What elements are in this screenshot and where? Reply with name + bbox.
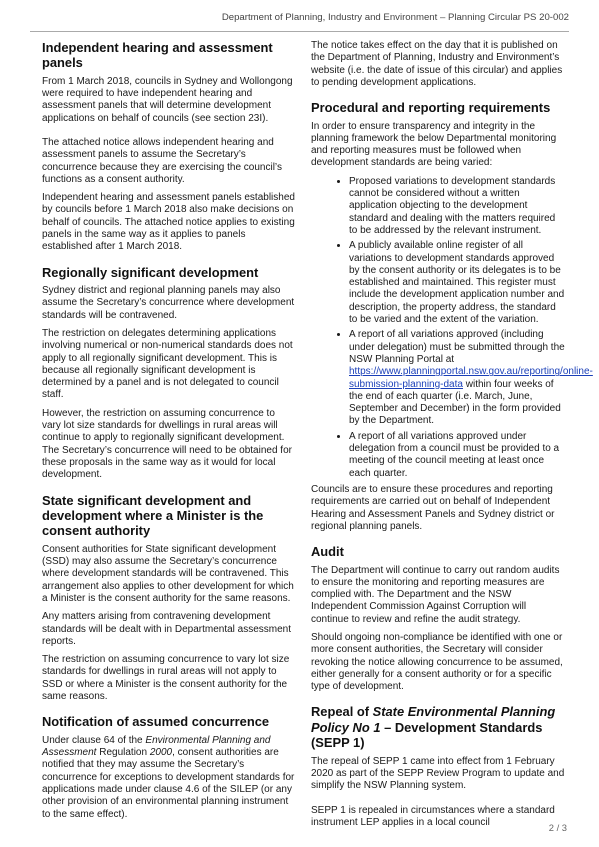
text-run: Under clause 64 of the (42, 734, 146, 746)
paragraph: Independent hearing and assessment panels established by councils before 1 March 2018 also make decisions on behalf of councils. The attached notice applies to existing panels in the same way as it applies to panels established after 1 March 2018. (42, 192, 295, 253)
text-run: , consent authorities are notified that they may assume the Secretary’s concurrence for exceptions to development standards for applications made under clause 4.6 of the SILEP (or any other provision of an environmental planning instrument to the same effect). (42, 747, 295, 820)
section-state-significant (42, 493, 295, 704)
paragraph: In order to ensure transparency and integrity in the planning framework the below Departmental monitoring and reporting measures must be followed when development standards are being varied: (311, 120, 557, 169)
header-rule (30, 31, 569, 32)
running-header: Department of Planning, Industry and Environment – Planning Circular PS 20-002 (221, 12, 569, 23)
list-item: • A publicly available online register of all variations to development standards approved by the consent authority or its delegates is to be established and maintained. This register must include the development application number and description, the property address, the standard to be varied and the extent of the variation. (349, 240, 566, 326)
paragraph: Any matters arising from contravening development standards will be dealt with in Departmental assessment reports. (42, 611, 292, 647)
list-item (349, 329, 593, 427)
page-number: 2 / 3 (548, 822, 567, 833)
paragraph: The repeal of SEPP 1 came into effect from 1 February 2020 as part of the SEPP Review Program to update and simplify the NSW Planning system. (311, 755, 565, 792)
italic-run: 2000 (149, 747, 173, 759)
requirements-list (311, 175, 593, 480)
left-column (42, 40, 295, 827)
paragraph: From 1 March 2018, councils in Sydney and Wollongong were required to have independent hearing and assessment panels that will determine development applications on behalf of councils (see section 23I). (42, 75, 293, 124)
paragraph: However, the restriction on assuming concurrence to vary lot size standards for dwellings in rural areas will continue to apply to regionally significant development. The Secretary’s concurrence will need to be obtained for these proposals in the same way as it would for local development. (42, 407, 292, 481)
section-heading (311, 704, 566, 750)
list-item: • Proposed variations to development standards cannot be considered without a written application objecting to the development standard and dealing with the matters required to be addressed by the relevant instrument. (349, 176, 566, 237)
paragraph: The Department will continue to carry out random audits to ensure the monitoring and reporting measures are complied with. The Department and the NSW Independent Commission Against Corruption will continue to review and refine the audit strategy. (311, 564, 560, 625)
paragraph: Should ongoing non-compliance be identified with one or more consent authorities, the Secretary will consider revoking the notice allowing concurrence to be assumed, either generally for a consent authority or for a specific type of development. (311, 631, 563, 693)
italic-run: State Environmental Planning Policy No 1 (311, 704, 556, 735)
paragraph: The notice takes effect on the day that it is published on the Department of Planning, Industry and Environment’s website (i.e. the date of issue of this circular) and applies to pending development applications. (311, 40, 563, 88)
section-heading: Procedural and reporting requirements (311, 100, 551, 116)
text-run: Repeal of (311, 704, 373, 720)
section-independent-panels (42, 40, 295, 254)
list-item: • A report of all variations approved under delegation from a council must be provided to a meeting of the council meeting at least once each quarter. (349, 431, 566, 480)
section-regionally-significant (42, 265, 295, 482)
section-heading: Independent hearing and assessment panels (42, 40, 273, 71)
paragraph: The attached notice allows independent hearing and assessment panels to assume the Secretary’s concurrence because they are exercising the council’s functions as a consent authority. (42, 137, 282, 185)
section-heading: Audit (311, 544, 344, 560)
text-run: Regulation (96, 747, 150, 759)
section-heading: Notification of assumed concurrence (42, 714, 270, 730)
text-run: A report of all variations approved (including under delegation) must be submitted through the NSW Planning Portal at (349, 329, 565, 365)
paragraph: The restriction on delegates determining applications involving numerical or non-numerical standards does not apply to all regionally significant development. This is because all regionally significant development is determined by a panel and is not delegated to council staff. (42, 327, 293, 401)
paragraph (42, 735, 295, 821)
italic-run: Environmental Planning and Assessment (42, 734, 271, 759)
paragraph: SEPP 1 is repealed in circumstances where a standard instrument LEP applies in a local council (311, 804, 555, 828)
text-run: within four weeks of the end of each quarter (i.e. March, June, September and December) in the form provided by the Department. (349, 378, 561, 427)
right-column (311, 40, 593, 835)
paragraph: The restriction on assuming concurrence to vary lot size standards for dwellings in rural areas will not apply to SSD or where a Minister is the consent authority for the same reasons. (42, 654, 290, 703)
section-heading: State significant development and development where a Minister is the consent authority (42, 492, 264, 539)
paragraph: Sydney district and regional planning panels may also assume the Secretary’s concurrence where development standards will be contravened. (42, 285, 295, 321)
section-notification (42, 714, 295, 820)
planning-portal-link[interactable]: https://www.planningportal.nsw.gov.au/reporting/online-submission-planning-data (349, 366, 593, 390)
section-audit (311, 544, 566, 693)
section-repeal-sepp1 (311, 704, 566, 829)
paragraph: Councils are to ensure these procedures and reporting requirements are carried out on behalf of Independent Hearing and Assessment Panels and Sydney district or regional planning panels. (311, 483, 555, 532)
section-procedural-reporting (311, 100, 593, 533)
paragraph: Consent authorities for State significant development (SSD) may also assume the Secretary’s concurrence where development standards will be contravened. This arrangement also applies to other development for which a Minister is the consent authority for the same reasons. (42, 543, 294, 604)
section-heading: Regionally significant development (42, 264, 259, 280)
text-run: – Development Standards (SEPP 1) (311, 719, 543, 751)
